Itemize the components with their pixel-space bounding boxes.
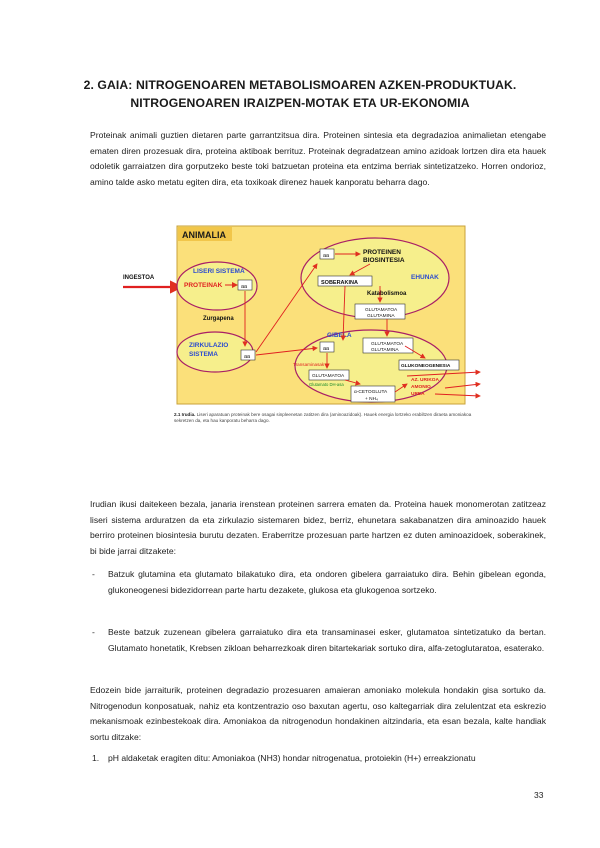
list-item-1: Batzuk glutamina eta glutamato bilakatuko dira, eta ondoren gibelera garraiatuko dira. Behin gibelean egonda, glukoneogenesi bidezidorrean parte hartu dezakete, glukosa eta glukogenoa sortzeko. bbox=[108, 569, 546, 595]
glut-label-1: GLUTAMATOA bbox=[365, 308, 398, 313]
list-item-2: Beste batzuk zuzenean gibelera garraiatuko dira eta transaminasei esker, glutamatoa sintetizatuko da bertan. Glutamato honetatik, Krebsen zikloan beharrezkoak diren bitartekariak sortuko dira, alfa-zetoglutaratoa, esaterako. bbox=[108, 627, 546, 653]
zirkulazio-label-1: ZIRKULAZIO bbox=[189, 342, 229, 349]
list-dash-2: - bbox=[92, 627, 95, 637]
soberakina-label: SOBERAKINA bbox=[321, 280, 358, 286]
paragraph-ammonia: Edozein bide jarraiturik, proteinen degradazio prozesuaren amaieran amoniako molekula hondakin gisa sortuko da. Nitrogenodun konposatuak, nahiz eta kontzentrazio oso baxutan agertu, oso kaltegarriak dira zelulentzat eta eskrezio mekanismoak ezinbestekoak dira. Amoniakoa da nitrogenodun hondakinen aitzindaria, eta esan bezala, kalte handiak sortu ditzake: bbox=[90, 685, 546, 742]
animalia-diagram bbox=[123, 224, 467, 407]
amonio-label: AMONIO bbox=[411, 385, 431, 390]
zurgapena-label: Zurgapena bbox=[203, 316, 234, 322]
glut2-label-1: GLUTAMATOA bbox=[371, 342, 404, 347]
gibela-label: GIBELA bbox=[327, 332, 352, 339]
liseri-sistema-label: LISERI SISTEMA bbox=[193, 268, 245, 275]
proteinak-label: PROTEINAK bbox=[184, 282, 223, 289]
aa-label-1: aa bbox=[241, 284, 248, 290]
aa-label-2: aa bbox=[244, 354, 251, 360]
figure-caption bbox=[174, 412, 474, 424]
numbered-list-item-1: pH aldaketak eragiten ditu: Amoniakoa (NH3) hondar nitrogenatua, protoiekin (H+) erreakzionatu bbox=[108, 753, 476, 763]
caption-text: Liseri aparatuan proteinak bere osagai sinpleenetan zatitzen dira (aminoazidoak). Hauek energia lortzeko erabiltzen diraeta amoniakoa sekretzen da, eta hau kanporatu beharra dago. bbox=[174, 412, 472, 424]
ingestoa-label: INGESTOA bbox=[123, 275, 155, 281]
glut-label-2: GLUTAMINA bbox=[367, 314, 395, 319]
cetoglut-label-1: α-CETOGLUTA bbox=[354, 390, 388, 395]
list-dash-1: - bbox=[92, 569, 95, 579]
numbered-list-marker: 1. bbox=[92, 753, 100, 763]
paragraph-figure-explanation: Irudian ikusi daitekeen bezala, janaria irenstean proteinen sarrera ematen da. Proteina hauek monomerotan zatitzeaz liseri sistema arduratzen da eta zirkulazio sistemaren bidez, berriz, ehunetara sakabanatzen dira aminoazido hauek berriro proteinen biosintesia burutu dezaten. Eraberritze prozesuan parte hartzen ez duten aminoazidoek, soberakinek, bi bide jarrai ditzakete: bbox=[90, 499, 546, 556]
aa-label-4: aa bbox=[323, 346, 330, 352]
glutamato-dh-label: Glutamato DH-asa bbox=[309, 382, 344, 387]
page-title-line-2: NITROGENOAREN IRAIZPEN-MOTAK ETA UR-EKONOMIA bbox=[130, 96, 470, 110]
caption-label: 2.1 Irudia. bbox=[174, 412, 196, 417]
animalia-label: ANIMALIA bbox=[182, 230, 226, 240]
page-number: 33 bbox=[534, 790, 544, 800]
katabolismoa-label: Katabolismoa bbox=[367, 291, 407, 297]
proteinen-biosintesia-2: BIOSINTESIA bbox=[363, 257, 405, 264]
cetoglut-label-2: + NH₄ bbox=[365, 397, 379, 402]
page-title-line-1: 2. GAIA: NITROGENOAREN METABOLISMOAREN AZKEN-PRODUKTUAK. bbox=[83, 78, 517, 92]
urea-label: UREA bbox=[411, 392, 425, 397]
zirkulazio-label-2: SISTEMA bbox=[189, 351, 218, 358]
glukoneogenesia-label: GLUKONEOGENESIA bbox=[401, 364, 451, 369]
proteinen-biosintesia-1: PROTEINEN bbox=[363, 249, 401, 256]
ehunak-label: EHUNAK bbox=[411, 274, 439, 281]
glutamatoa-label: GLUTAMATOA bbox=[312, 374, 345, 379]
paragraph-intro: Proteinak animali guztien dietaren parte garrantzitsua dira. Proteinen sintesia eta degradazioa animalietan etengabe ematen diren prozesuak dira, proteina aktiboak berrituz. Proteinak degradatzean amino azidoak lortzen dira eta hauek odoletik garraiatzen dira gorputzeko beste toki batzuetan proteina eta entzima berriak sintetizatzeko. Horren ondorioz, amino talde asko metatu egiten dira, eta toxikoak direnez hauek kanporatu beharra dago. bbox=[90, 130, 546, 187]
az-urikoa-label: AZ. URIKOA bbox=[411, 378, 439, 383]
aa-label-3: aa bbox=[323, 253, 330, 259]
glut2-label-2: GLUTAMINA bbox=[371, 348, 399, 353]
transaminasak-label: Transaminasak bbox=[293, 362, 325, 367]
